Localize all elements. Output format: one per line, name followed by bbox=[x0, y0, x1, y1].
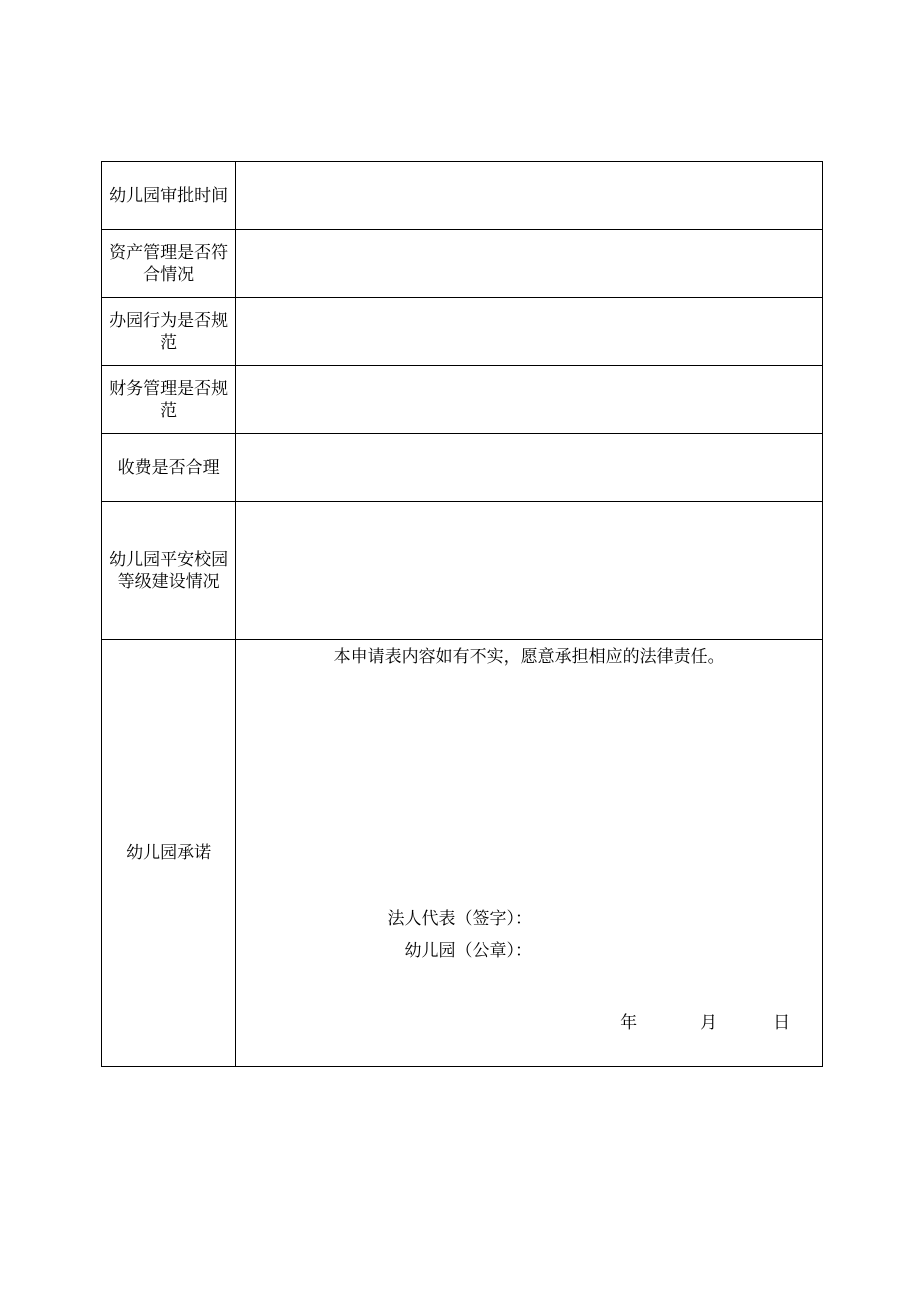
table-row bbox=[102, 434, 823, 502]
application-form-table bbox=[101, 161, 823, 1067]
row-label-cell bbox=[102, 640, 236, 1067]
row-label-cell bbox=[102, 366, 236, 434]
table-row bbox=[102, 230, 823, 298]
date-day-label: 日 bbox=[773, 1013, 791, 1033]
table-row bbox=[102, 162, 823, 230]
row-label-cell bbox=[102, 230, 236, 298]
table-row bbox=[102, 640, 823, 1067]
safe-campus-label: 幼儿园平安校园等级建设情况 bbox=[109, 549, 229, 592]
financial-management-label: 财务管理是否规范 bbox=[109, 378, 229, 421]
fees-value[interactable] bbox=[236, 434, 823, 502]
asset-management-label: 资产管理是否符合情况 bbox=[109, 242, 229, 285]
pledge-label: 幼儿园承诺 bbox=[126, 843, 212, 863]
fees-label: 收费是否合理 bbox=[117, 457, 220, 478]
row-label-cell bbox=[102, 298, 236, 366]
row-label-cell bbox=[102, 502, 236, 640]
operation-conduct-value[interactable] bbox=[236, 298, 823, 366]
date-month-label: 月 bbox=[700, 1013, 718, 1033]
asset-management-value[interactable] bbox=[236, 230, 823, 298]
date-year-label: 年 bbox=[620, 1013, 638, 1033]
row-label-cell bbox=[102, 162, 236, 230]
legal-representative-signature-label: 法人代表（签字）： bbox=[387, 909, 532, 929]
kindergarten-seal-label: 幼儿园（公章）： bbox=[404, 941, 532, 961]
pledge-statement: 本申请表内容如有不实，愿意承担相应的法律责任。 bbox=[333, 647, 725, 667]
row-label-cell bbox=[102, 434, 236, 502]
safe-campus-value[interactable] bbox=[236, 502, 823, 640]
table-row bbox=[102, 298, 823, 366]
table-row bbox=[102, 366, 823, 434]
pledge-cell[interactable] bbox=[236, 640, 823, 1067]
approval-time-value[interactable] bbox=[236, 162, 823, 230]
approval-time-label: 幼儿园审批时间 bbox=[109, 185, 229, 206]
financial-management-value[interactable] bbox=[236, 366, 823, 434]
table-row bbox=[102, 502, 823, 640]
operation-conduct-label: 办园行为是否规范 bbox=[109, 310, 229, 353]
